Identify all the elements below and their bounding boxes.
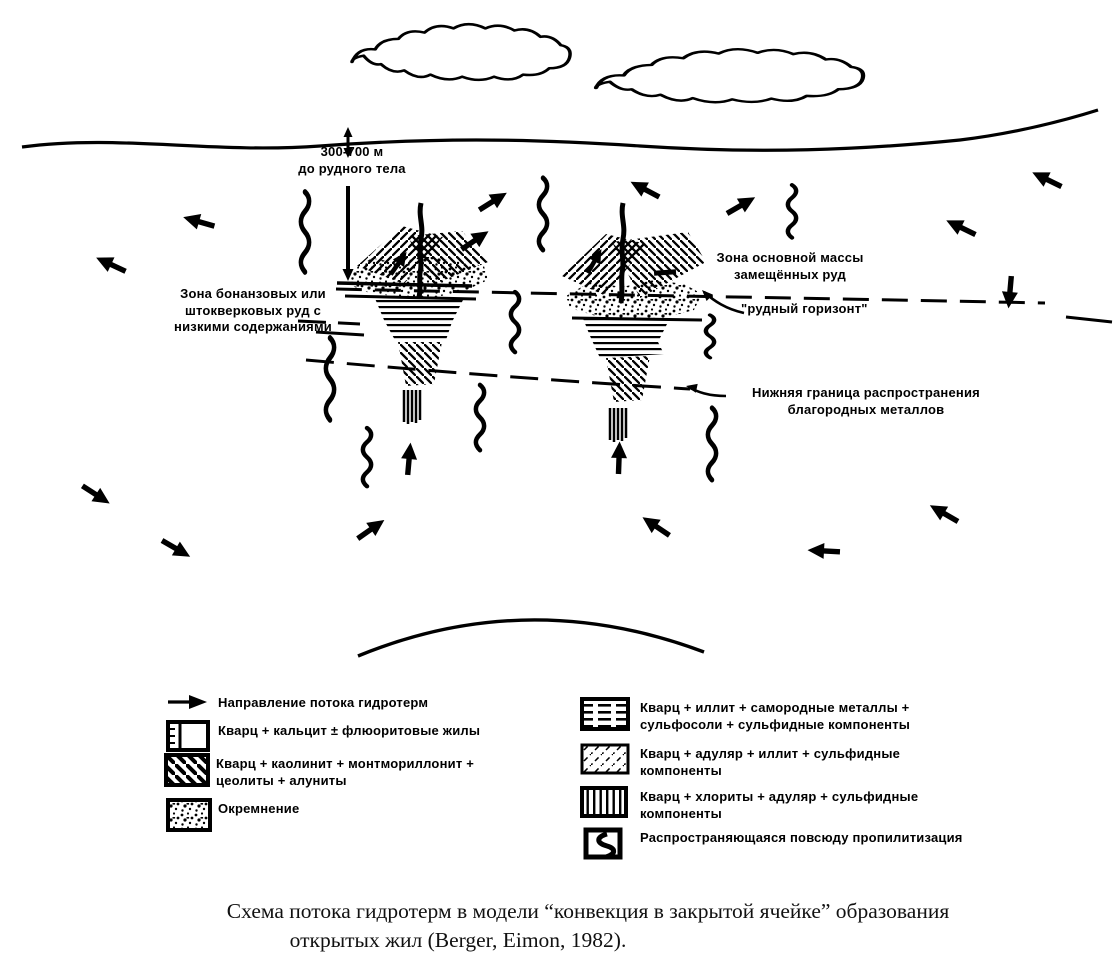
cloud-right: [594, 47, 865, 105]
flow-arrow-icon: [93, 250, 129, 278]
legend-label-line: Кварц + хлориты + адуляр + сульфидные: [640, 789, 919, 804]
propylitization-squiggle: [706, 315, 714, 358]
cloud-left: [352, 24, 570, 80]
ore-horizon-label: "рудный горизонт": [741, 301, 868, 316]
bold-diagonal-hatch-swatch: [164, 753, 212, 789]
legend-label: [218, 798, 299, 818]
flow-arrow-icon: [723, 190, 759, 220]
depth-label: [298, 144, 405, 177]
flow-arrow-icon: [610, 441, 627, 474]
propylitization-squiggles: [301, 178, 796, 486]
flow-arrow-icon: [638, 511, 674, 542]
right-vein: [562, 203, 706, 442]
flow-arrow-icon: [807, 542, 840, 560]
lower-boundary-label-line: Нижняя граница распространения: [752, 385, 980, 400]
bonanza-zone-label-line: Зона бонанзовых или: [180, 286, 326, 301]
left-vein-adularia-zone: [398, 342, 442, 386]
propylitization-squiggle: [539, 178, 547, 250]
figure-caption-line1: Схема потока гидротерм в модели “конвекция в закрытой ячейке” образования: [226, 899, 950, 923]
legend-label-line: цеолиты + алуниты: [216, 772, 347, 788]
propylitization-squiggle: [301, 192, 309, 272]
flow-arrow-icon: [400, 442, 419, 476]
flow-arrow-icon: [353, 513, 389, 545]
legend-item-kaolinite: [164, 753, 474, 794]
intrusion-arc: [358, 620, 704, 656]
propylitization-squiggle: [326, 338, 334, 420]
vertical-lines-swatch: [580, 786, 630, 820]
vein-box-swatch: [166, 720, 212, 754]
lower-boundary-label: [752, 385, 980, 418]
flow-arrow-icon: [1029, 165, 1065, 194]
light-diagonal-hatch-swatch: [580, 743, 632, 777]
legend-label-line: Кварц + каолинит + монтмориллонит +: [216, 756, 474, 771]
stipple-swatch: [166, 798, 214, 834]
propylitization-squiggle: [363, 428, 371, 486]
lower-boundary-leader: [685, 382, 726, 396]
legend-label: [218, 692, 428, 712]
legend-label-line: компоненты: [640, 805, 722, 821]
flow-arrows: [78, 165, 1065, 564]
main-mass-zone-label: [717, 250, 864, 283]
legend-label: [640, 697, 910, 733]
bonanza-zone-label: [174, 286, 332, 336]
legend-label-line: сульфосоли + сульфидные компоненты: [640, 716, 911, 732]
legend-label-line: Направление потока гидротерм: [218, 695, 429, 710]
right-vein-chlorite-tuft: [610, 408, 626, 442]
flow-arrow-icon: [78, 479, 114, 510]
flow-arrow-icon: [475, 186, 511, 217]
legend-label: [640, 827, 963, 847]
legend-label-line: Окремнение: [218, 801, 300, 816]
legend-label-line: компоненты: [640, 762, 722, 778]
legend-label: [218, 720, 480, 740]
depth-label-line: до рудного тела: [298, 160, 406, 176]
flow-arrow-icon: [943, 213, 979, 242]
ground-surface-line: [22, 110, 1098, 150]
lower-boundary-label-line: благородных металлов: [787, 401, 945, 417]
right-vein-silicification: [566, 280, 702, 320]
legend-item-propylitization: [583, 827, 963, 866]
propylitization-squiggle: [788, 185, 796, 238]
flow-arrow-icon: [181, 209, 217, 233]
flow-direction-arrow-icon: [166, 692, 210, 712]
ore-horizon-leader: [699, 287, 744, 313]
left-vein: [345, 203, 488, 424]
flow-arrow-icon: [627, 175, 663, 204]
right-vein-ore-body: [582, 316, 670, 358]
legend-item-illite-native-metals: [580, 697, 910, 738]
propylitization-squiggle: [476, 385, 484, 450]
horizontal-lines-swatch: [580, 697, 632, 733]
bonanza-zone-label-line: низкими содержаниями: [174, 319, 332, 334]
legend-label: [640, 786, 918, 822]
legend-item-adularia-illite: [580, 743, 900, 782]
main-mass-zone-label-line: замещённых руд: [734, 266, 846, 282]
flow-arrow-icon: [1001, 275, 1020, 309]
flow-arrow-icon: [926, 498, 962, 528]
legend-label-line: Кварц + кальцит ± флюоритовые жилы: [218, 723, 481, 738]
flow-arrow-icon: [158, 534, 194, 564]
left-vein-chlorite-tuft: [404, 390, 420, 424]
legend-item-flow-direction: [166, 692, 428, 717]
legend-label-line: Распространяющаяся повсюду пропилитизация: [640, 830, 963, 845]
bonanza-zone-label-line: штокверковых руд с: [184, 302, 322, 318]
left-vein-ore-body: [374, 296, 464, 342]
propylitization-squiggle-swatch: [583, 827, 625, 861]
legend-label-line: Кварц + адуляр + иллит + сульфидные: [640, 746, 901, 761]
depth-label-line: 300-700 м: [320, 144, 384, 159]
legend-label: [640, 743, 900, 779]
legend-item-chlorite-adularia: [580, 786, 918, 825]
legend-item-silicification: [166, 798, 299, 839]
right-vein-adularia-zone: [606, 356, 650, 402]
propylitization-squiggle: [708, 408, 716, 480]
figure-caption-line2: открытых жил (Berger, Eimon, 1982).: [289, 928, 627, 952]
propylitization-squiggle: [511, 292, 519, 352]
legend-label: [216, 753, 474, 789]
legend-label-line: Кварц + иллит + самородные металлы +: [640, 700, 910, 715]
main-mass-zone-label-line: Зона основной массы: [716, 250, 864, 265]
